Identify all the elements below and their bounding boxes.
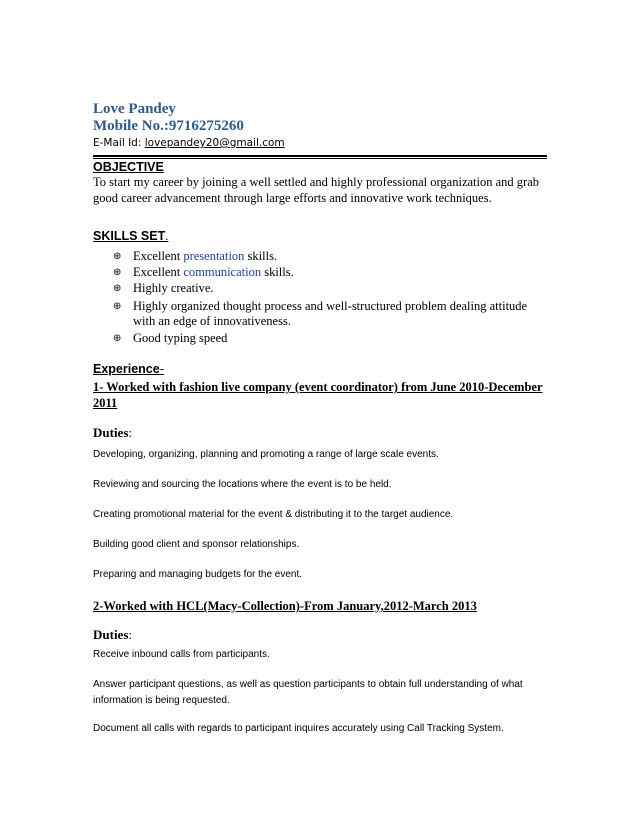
job-1-title-line-2: 2011 [93, 396, 118, 410]
bullet-icon: ⊕ [113, 251, 122, 262]
skill-highlight: presentation [183, 249, 245, 263]
objective-text-line-2: good career advancement through large efforts and innovative work techniques. [93, 191, 492, 205]
skill-item-continuation: with an edge of innovativeness. [133, 314, 291, 328]
objective-text-line-1: To start my career by joining a well settled and highly professional organization and grab [93, 175, 539, 189]
bullet-icon: ⊕ [113, 267, 122, 278]
email-line [93, 137, 285, 149]
header-divider-thin [93, 158, 547, 159]
candidate-name: Love Pandey [93, 101, 176, 117]
skills-heading-text: SKILLS SET [93, 229, 166, 243]
email-address-link[interactable]: lovepandey20@gmail.com [144, 137, 285, 149]
skill-item: Highly organized thought process and well-structured problem dealing attitude [133, 299, 528, 313]
experience-heading-suffix: - [159, 362, 164, 376]
skill-item: Highly creative. [133, 281, 214, 295]
duty-item: Reviewing and sourcing the locations where the event is to be held. [93, 479, 392, 490]
skill-item: Excellent presentation skills. [133, 249, 278, 263]
duty-item: Preparing and managing budgets for the event. [93, 569, 303, 580]
job-1-duties-label: Duties: [93, 425, 133, 440]
bullet-icon: ⊕ [113, 333, 122, 344]
email-label: E-Mail Id: [93, 137, 145, 149]
skills-heading-suffix: . [165, 229, 169, 243]
job-1-title-line-1: 1- Worked with fashion live company (event coordinator) from June 2010-December [93, 380, 543, 394]
bullet-icon: ⊕ [113, 283, 122, 294]
skill-highlight: communication [183, 265, 262, 279]
skill-item: Excellent communication skills. [133, 265, 294, 279]
duty-item: Creating promotional material for the event & distributing it to the target audience. [93, 509, 454, 520]
experience-heading-text: Experience [93, 362, 160, 376]
bullet-icon: ⊕ [113, 301, 122, 312]
job-2-duties-label: Duties: [93, 627, 133, 642]
skills-heading [93, 229, 168, 244]
duty-item: Document all calls with regards to participant inquires accurately using Call Tracking System. [93, 723, 504, 734]
experience-heading [93, 362, 164, 376]
objective-heading: OBJECTIVE [93, 160, 164, 174]
header-divider-thick [93, 155, 547, 157]
duty-item: Receive inbound calls from participants. [93, 649, 270, 660]
job-2-title: 2-Worked with HCL(Macy-Collection)-From January,2012-March 2013 [93, 599, 477, 613]
duty-item: Developing, organizing, planning and promoting a range of large scale events. [93, 449, 439, 460]
duty-item-continuation: information is being requested. [93, 695, 230, 706]
mobile-number: Mobile No.:9716275260 [93, 118, 244, 134]
duty-item: Answer participant questions, as well as question participants to obtain full understanding of what [93, 679, 523, 690]
skill-item: Good typing speed [133, 331, 228, 345]
duty-item: Building good client and sponsor relationships. [93, 539, 300, 550]
